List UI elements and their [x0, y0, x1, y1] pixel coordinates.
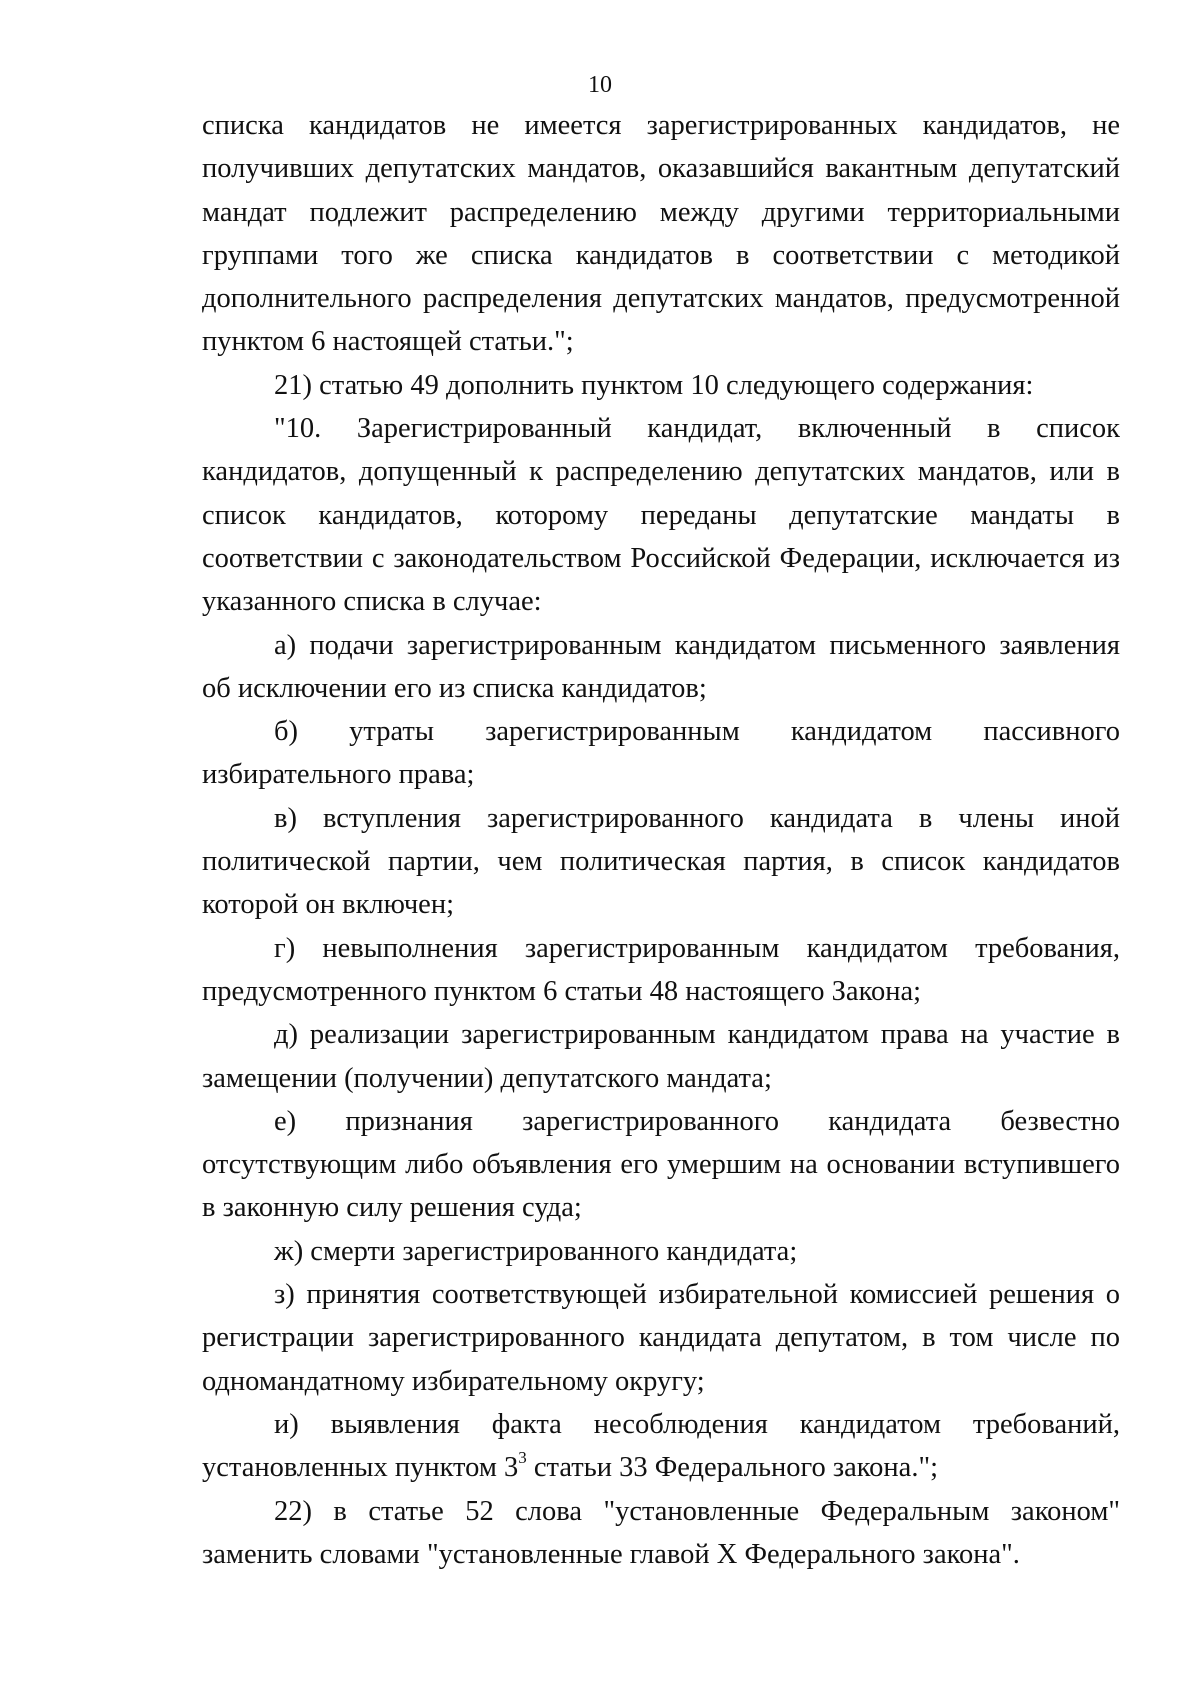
paragraph-point-10: "10. Зарегистрированный кандидат, включенный в список кандидатов, допущенный к распределению депутатских мандатов, или в список кандидатов, которому переданы депутатские мандаты в соответствии с законодательством Российской Федерации, исключается из указанного списка в случае:: [202, 413, 1120, 618]
page-number: 10: [588, 72, 612, 98]
subitem-zh: ж) смерти зарегистрированного кандидата;: [274, 1235, 798, 1267]
subitem-i-text-before: и) выявления факта несоблюдения кандидатом требований, установленных пунктом 3: [202, 1408, 1120, 1484]
subitem-i-text-after: статьи 33 Федерального закона.";: [526, 1452, 939, 1484]
superscript-3: 3: [518, 1447, 527, 1467]
paragraph-item-22: 22) в статье 52 слова "установленные Федеральным законом" заменить словами "установленные главой X Федерального закона".: [202, 1495, 1120, 1570]
subitem-z: з) принятия соответствующей избирательной комиссией решения о регистрации зарегистрированного кандидата депутатом, в том числе по одномандатному избирательному округу;: [202, 1279, 1120, 1397]
subitem-v: в) вступления зарегистрированного кандидата в члены иной политической партии, чем политическая партия, в список кандидатов которой он включен;: [202, 802, 1120, 921]
subitem-g: г) невыполнения зарегистрированным кандидатом требования, предусмотренного пунктом 6 статьи 48 настоящего Закона;: [202, 932, 1120, 1007]
document-body: [202, 104, 1120, 1576]
subitem-i: [202, 1403, 1120, 1490]
paragraph-continuation: списка кандидатов не имеется зарегистрированных кандидатов, не получивших депутатских мандатов, оказавшийся вакантным депутатский мандат подлежит распределению между другими территориальными группами того же списка кандидатов в соответствии с методикой дополнительного распределения депутатских мандатов, предусмотренной пунктом 6 настоящей статьи.";: [202, 110, 1120, 358]
subitem-d: д) реализации зарегистрированным кандидатом права на участие в замещении (получении) депутатского мандата;: [202, 1019, 1120, 1094]
subitem-e: е) признания зарегистрированного кандидата безвестно отсутствующим либо объявления его умершим на основании вступившего в законную силу решения суда;: [202, 1105, 1120, 1224]
subitem-b: б) утраты зарегистрированным кандидатом пассивного избирательного права;: [202, 716, 1120, 791]
paragraph-item-21: 21) статью 49 дополнить пунктом 10 следующего содержания:: [274, 369, 1034, 401]
subitem-a: а) подачи зарегистрированным кандидатом письменного заявления об исключении его из списка кандидатов;: [202, 629, 1120, 704]
